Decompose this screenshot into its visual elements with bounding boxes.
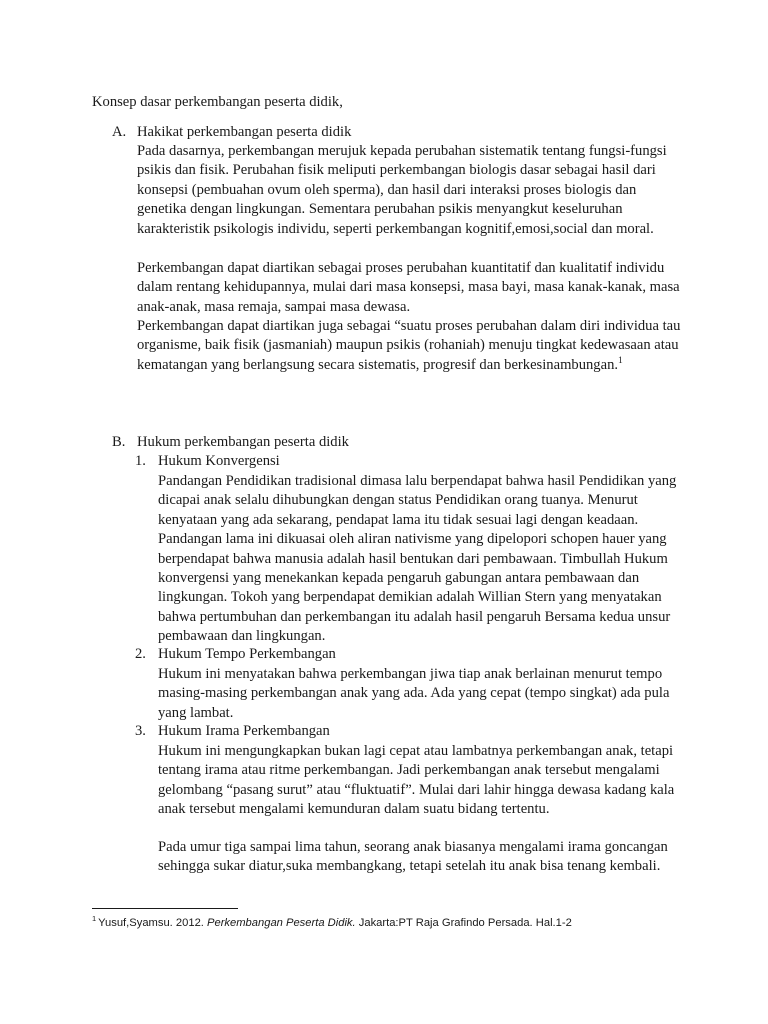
footnote bbox=[92, 914, 572, 929]
section-a-paragraph bbox=[137, 317, 682, 375]
list-item-paragraph: Pandangan Pendidikan tradisional dimasa lalu berpendapat bahwa hasil Pendidikan yang dicapai anak selalu dihubungkan dengan status Pendidikan orang tuanya. Menurut kenyataan yang ada sekarang, pendapat lama itu tidak sesuai lagi dengan keadaan. Pandangan lama ini dikuasai oleh aliran nativisme yang dipelopori schopen hauer yang berpendapat bahwa manusia adalah hasil bentukan dari pembawaan. Timbullah Hukum konvergensi yang menekankan kepada pengaruh gabungan antara pembawaan dan lingkungan. Tokoh yang berpendapat demikian adalah Willian Stern yang menyatakan bahwa pertumbuhan dan perkembangan itu adalah hasil pengaruh Bersama kedua unsur pembawaan dan lingkungan. bbox=[158, 473, 677, 645]
list-item-heading: Hukum Konvergensi bbox=[158, 453, 280, 469]
list-item-heading: Hukum Tempo Perkembangan bbox=[158, 646, 336, 662]
list-item-paragraph: Hukum ini mengungkapkan bukan lagi cepat atau lambatnya perkembangan anak, tetapi tentang irama atau ritme perkembangan. Jadi perkembangan anak tersebut mengalami gelombang “pasang surut” atau “fluktuatif”. Mulai dari lahir hingga dewasa kadang kala anak tersebut mengalami kemunduran dalam suatu bidang tertentu. bbox=[158, 743, 675, 818]
section-a-paragraph: Perkembangan dapat diartikan sebagai proses perubahan kuantitatif dan kualitatif individu dalam rentang kehidupannya, mulai dari masa konsepsi, masa bayi, masa kanak-kanak, masa anak-anak, masa remaja, sampai masa dewasa. bbox=[137, 260, 680, 315]
list-item-paragraph: Pada umur tiga sampai lima tahun, seorang anak biasanya mengalami irama goncangan sehingga sukar diatur,suka membangkang, tetapi setelah itu anak bisa tenang kembali. bbox=[158, 839, 668, 875]
list-item-heading: Hukum Irama Perkembangan bbox=[158, 723, 330, 739]
footnote-separator bbox=[92, 908, 238, 909]
section-a-paragraph: Pada dasarnya, perkembangan merujuk kepada perubahan sistematik tentang fungsi-fungsi psikis dan fisik. Perubahan fisik meliputi perkembangan biologis dasar sebagai hasil dari konsepsi (pembuahan ovum oleh sperma), dan hasil dari interaksi proses biologis dan genetika dengan lingkungan. Sementara perubahan psikis menyangkut keseluruhan karakteristik psikologis individu, seperti perkembangan kognitif,emosi,social dan moral. bbox=[137, 143, 667, 237]
section-a-heading: Hakikat perkembangan peserta didik bbox=[137, 124, 352, 140]
footnote-publisher: Jakarta:PT Raja Grafindo Persada. Hal.1-2 bbox=[358, 917, 572, 929]
footnote-reference: 1 bbox=[618, 355, 623, 366]
section-a-marker: A. bbox=[112, 124, 127, 140]
footnote-number: 1 bbox=[92, 914, 97, 924]
list-item-marker: 2. bbox=[135, 646, 146, 662]
list-item-paragraph: Hukum ini menyatakan bahwa perkembangan jiwa tiap anak berlainan menurut tempo masing-masing perkembangan anak yang ada. Ada yang cepat (tempo singkat) ada pula yang lambat. bbox=[158, 666, 670, 721]
section-b-marker: B. bbox=[112, 434, 126, 450]
list-item-marker: 1. bbox=[135, 453, 146, 469]
footnote-author: Yusuf,Syamsu. 2012. bbox=[98, 917, 204, 929]
section-b-heading: Hukum perkembangan peserta didik bbox=[137, 434, 349, 450]
list-item-marker: 3. bbox=[135, 723, 146, 739]
paragraph-text: Perkembangan dapat diartikan juga sebagai “suatu proses perubahan dalam diri individua tau organisme, baik fisik (jasmaniah) maupun psikis (rohaniah) menuju tingkat kedewasaan atau kematangan yang berlangsung secara sistematis, progresif dan berkesinambungan. bbox=[137, 318, 681, 373]
document-title: Konsep dasar perkembangan peserta didik, bbox=[92, 94, 343, 110]
footnote-book-title: Perkembangan Peserta Didik. bbox=[207, 917, 356, 929]
